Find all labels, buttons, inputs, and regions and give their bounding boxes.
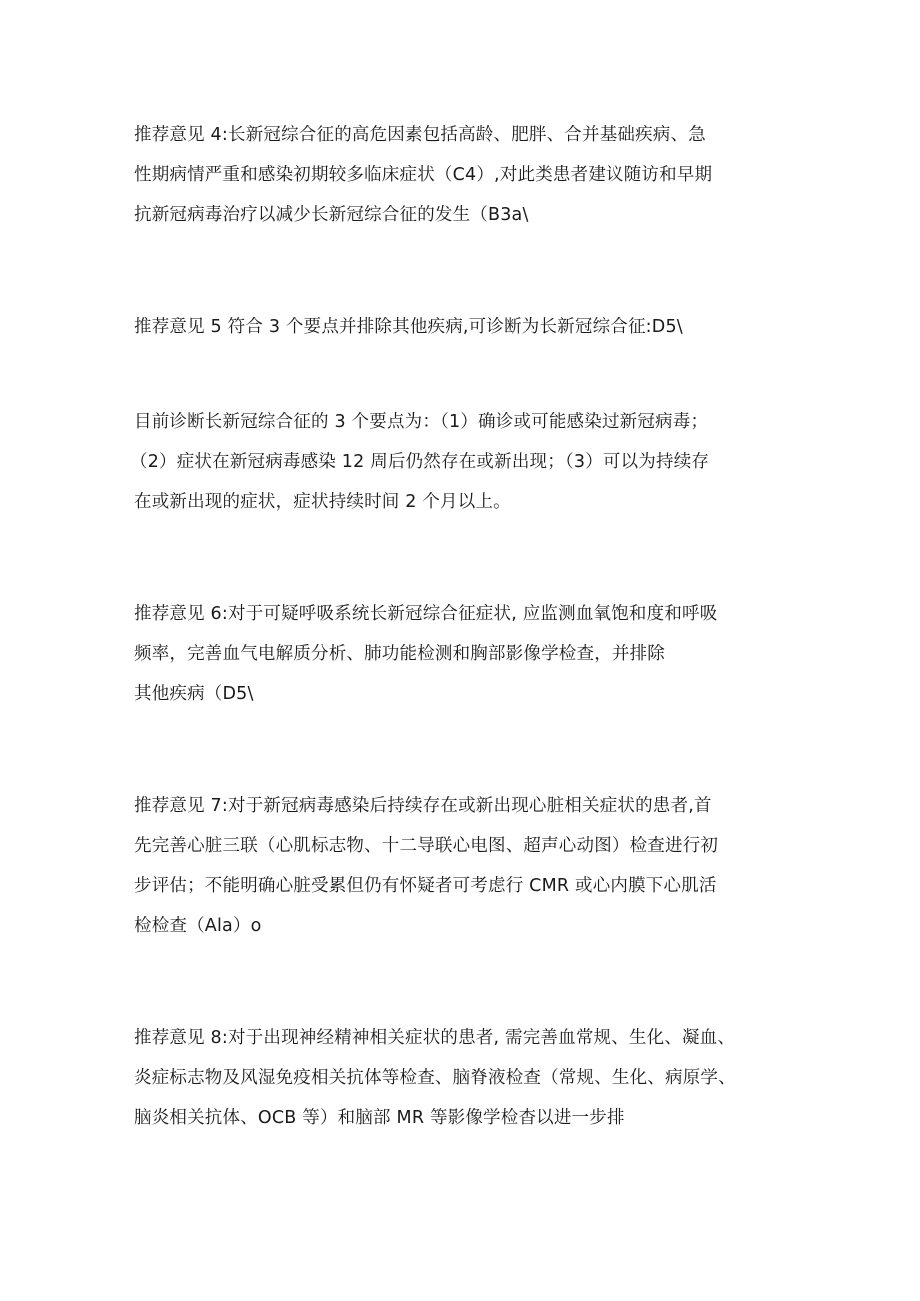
text-line: 检检查（Ala）o [134, 916, 262, 936]
text-line: 脑炎相关抗体、OCB 等）和脑部 MR 等影像学检杳以进一步排 [134, 1108, 625, 1128]
text-line: 抗新冠病毒治疗以减少长新冠综合征的发生（B3a\ [134, 205, 529, 225]
text-line: （2）症状在新冠病毒感染 12 周后仍然存在或新出现；（3）可以为持续存 [130, 452, 710, 472]
text-line: 推荐意见 6:对于可疑呼吸系统长新冠综合征症状, 应监测血氧饱和度和呼吸 [134, 604, 718, 624]
text-line: 在或新出现的症状，症状持续时间 2 个月以上。 [134, 492, 511, 512]
text-line: 其他疾病（D5\ [134, 684, 254, 704]
recommendation-7-paragraph [134, 786, 796, 946]
recommendation-6-paragraph [134, 594, 796, 714]
text-line: 目前诊断长新冠综合征的 3 个要点为：（1）确诊或可能感染过新冠病毒； [134, 412, 709, 432]
diagnosis-criteria-paragraph [130, 402, 796, 522]
text-line: 步评估；不能明确心脏受累但仍有怀疑者可考虑行 CMR 或心内膜下心肌活 [134, 876, 717, 896]
recommendation-8-paragraph [134, 1018, 796, 1138]
text-line: 推荐意见 7:对于新冠病毒感染后持续存在或新出现心脏相关症状的患者,首 [134, 796, 712, 816]
text-line: 推荐意见 8:对于出现神经精神相关症状的患者, 需完善血常规、生化、凝血、 [134, 1028, 736, 1048]
text-line: 性期病情严重和感染初期较多临床症状（C4）,对此类患者建议随访和早期 [134, 165, 713, 185]
text-line: 炎症标志物及风湿免疫相关抗体等检查、脑脊液检查（常规、生化、病原学、 [134, 1068, 736, 1088]
text-line: 频率，完善血气电解质分析、肺功能检测和胸部影像学检查，并排除 [134, 644, 665, 664]
text-line: 推荐意见 5 符合 3 个要点并排除其他疾病,可诊断为长新冠综合征:D5\ [134, 317, 683, 337]
recommendation-4-paragraph [134, 115, 796, 235]
text-line: 先完善心脏三联（心肌标志物、十二导联心电图、超声心动图）检查进行初 [134, 836, 719, 856]
recommendation-5-paragraph [134, 307, 796, 347]
text-line: 推荐意见 4:长新冠综合征的高危因素包括高龄、肥胖、合并基础疾病、急 [134, 125, 706, 145]
